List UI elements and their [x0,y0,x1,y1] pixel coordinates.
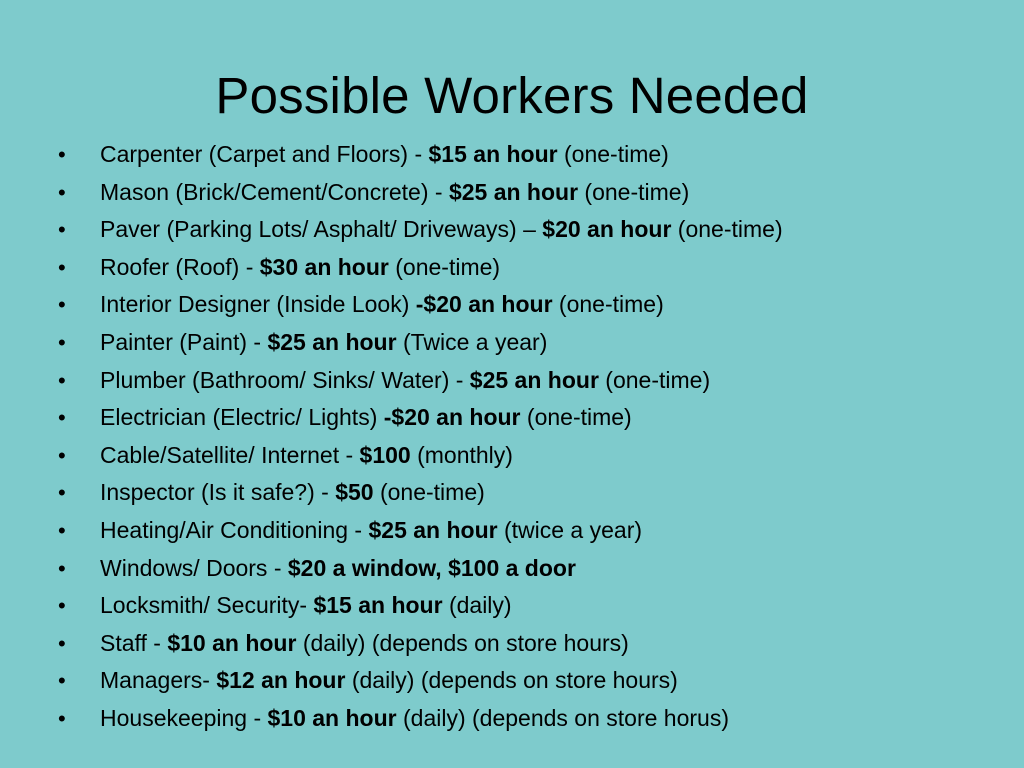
item-frequency: (daily) [442,592,512,619]
bullet-icon: • [58,630,66,656]
bullet-icon: • [58,668,66,694]
item-description: Windows/ Doors - [100,554,288,581]
item-rate: $25 an hour [448,178,579,205]
bullet-icon: • [58,254,66,280]
bullet-icon: • [58,593,66,619]
item-rate: $50 [335,479,374,506]
slide-title: Possible Workers Needed [215,67,809,124]
item-frequency: (one-time) [520,404,632,431]
item-text [100,512,642,550]
item-text [100,662,678,700]
item-frequency: (one-time) [552,291,664,318]
item-frequency: (daily) (depends on store hours) [345,667,678,694]
item-frequency: (daily) (depends on store horus) [396,704,729,731]
item-rate: -$20 an hour [415,291,553,318]
item-text [100,211,783,249]
item-description: Paver (Parking Lots/ Asphalt/ Driveways) – [100,216,543,243]
item-text [100,286,664,324]
item-text [100,437,513,475]
item-text [100,474,485,512]
item-frequency: (twice a year) [497,516,643,543]
item-description: Roofer (Roof) - [100,253,260,280]
item-description: Mason (Brick/Cement/Concrete) - [100,178,449,205]
bullet-icon: • [58,367,66,393]
bullet-icon: • [58,555,66,581]
item-frequency: (one-time) [557,141,669,167]
item-frequency: (Twice a year) [396,328,548,355]
item-description: Managers- [100,667,217,694]
item-text [100,324,547,362]
item-text [100,249,500,287]
item-frequency: (daily) (depends on store hours) [296,629,629,656]
item-text [100,550,576,588]
item-rate: $12 an hour [216,667,346,694]
item-rate: $20 an hour [542,216,672,243]
item-description: Carpenter (Carpet and Floors) - [100,141,429,167]
item-rate: $25 an hour [469,366,599,393]
bullet-icon: • [58,329,66,355]
item-description: Housekeeping - [100,704,268,731]
item-description: Cable/Satellite/ Internet - [100,441,360,468]
bullet-icon: • [58,705,66,731]
item-rate: $100 [359,441,411,468]
item-description: Inspector (Is it safe?) - [100,479,336,506]
item-description: Interior Designer (Inside Look) [100,291,416,318]
bullet-icon: • [58,517,66,543]
item-rate: $30 an hour [259,253,389,280]
bullet-icon: • [58,292,66,318]
bullet-icon: • [58,480,66,506]
item-rate: $10 an hour [167,629,297,656]
item-text [100,174,689,212]
item-text [100,587,512,625]
item-description: Plumber (Bathroom/ Sinks/ Water) - [100,366,470,393]
item-frequency: (one-time) [373,479,485,506]
bullet-icon: • [58,179,66,205]
bullet-icon: • [58,405,66,431]
item-description: Painter (Paint) - [100,328,268,355]
item-rate: $20 a window, $100 a door [287,554,576,581]
item-text [100,136,669,174]
item-rate: -$20 an hour [383,404,521,431]
item-text [100,362,710,400]
item-frequency: (one-time) [598,366,711,393]
item-frequency: (monthly) [410,441,513,468]
item-frequency: (one-time) [578,178,690,205]
item-frequency: (one-time) [388,253,501,280]
item-frequency: (one-time) [671,216,783,243]
bullet-icon: • [58,442,66,468]
item-text [100,625,629,663]
item-description: Staff - [100,629,168,656]
item-text [100,399,632,437]
item-rate: $25 an hour [267,328,397,355]
item-text [100,700,729,738]
item-rate: $25 an hour [368,516,498,543]
item-rate: $15 an hour [428,141,558,167]
bullet-icon: • [58,142,66,167]
item-description: Electrician (Electric/ Lights) [100,404,384,431]
item-rate: $15 an hour [313,592,443,619]
bullet-icon: • [58,217,66,243]
item-description: Heating/Air Conditioning - [100,516,369,543]
item-rate: $10 an hour [267,704,397,731]
item-description: Locksmith/ Security- [100,592,314,619]
